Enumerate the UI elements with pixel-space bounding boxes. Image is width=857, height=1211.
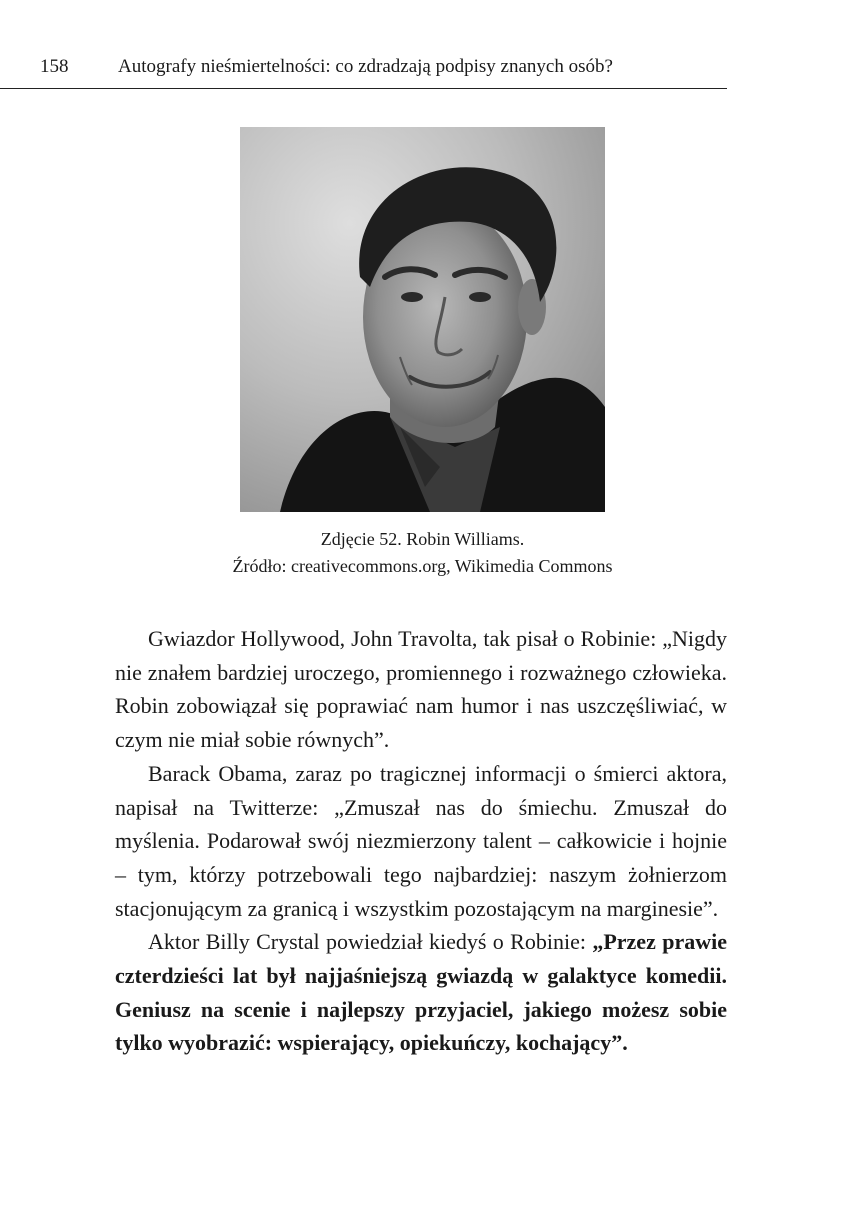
running-header [0, 52, 727, 89]
portrait-photo [240, 127, 605, 512]
header-title: Autografy nieśmiertelności: co zdradzają podpisy znanych osób? [118, 56, 613, 77]
paragraph-crystal-intro: Aktor Billy Crystal powiedział kiedyś o Robinie: [148, 929, 593, 955]
paragraph-crystal [115, 925, 727, 1060]
paragraph-travolta: Gwiazdor Hollywood, John Travolta, tak pisał o Robinie: „Nigdy nie znałem bardziej uroczego, promiennego i rozważnego człowieka. Robin zobowiązał się poprawiać nam humor i nas uszczęśliwiać, w czym nie miał sobie równych”. [115, 626, 727, 753]
page-number: 158 [40, 56, 69, 77]
body-text [115, 622, 727, 1060]
caption-title: Zdjęcie 52. Robin Williams. [320, 529, 525, 549]
caption-source: Źródło: creativecommons.org, Wikimedia Commons [232, 556, 613, 576]
photo-caption [160, 526, 685, 580]
paragraph-obama: Barack Obama, zaraz po tragicznej informacji o śmierci aktora, napisał na Twitterze: „Zmuszał nas do śmiechu. Zmuszał do myślenia. Podarował swój niezmierzony talent – całkowicie i hojnie – tym, którzy potrzebowali tego najbardziej: naszym żołnierzom stacjonującym za granicą i wszystkim pozostającym na marginesie”. [115, 760, 727, 921]
crystal-quote: „Przez prawie czterdzieści lat był najjaśniejszą gwiazdą w galaktyce komedii. Geniusz na scenie i najlepszy przyjaciel, jakiego możesz sobie tylko wyobrazić: wspierający, opiekuńczy, kochający”. [115, 929, 727, 1056]
